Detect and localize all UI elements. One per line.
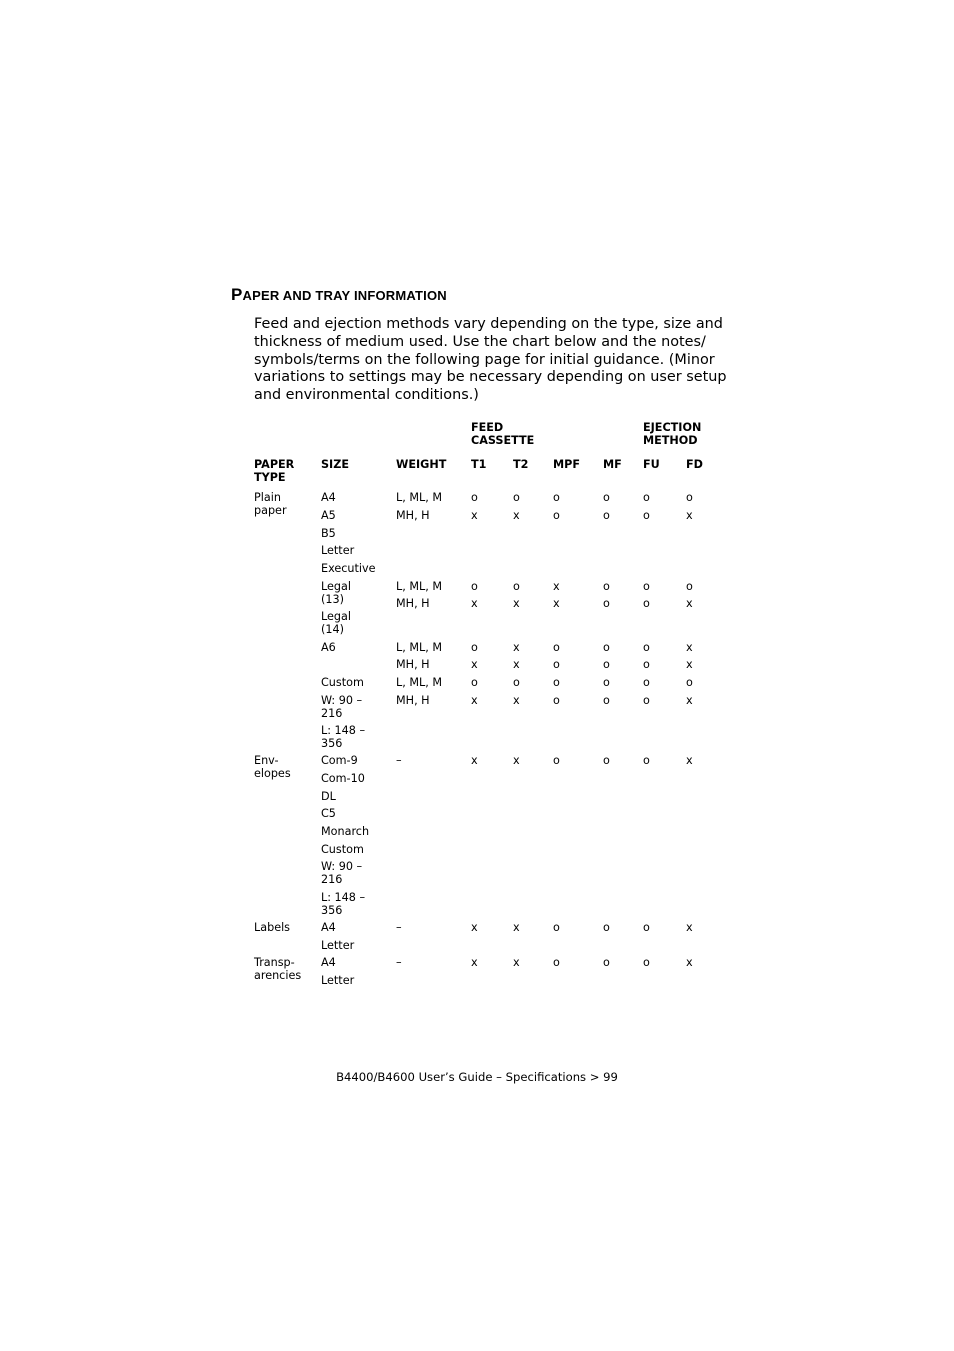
group-header-line: CASSETTE [471,433,535,447]
table-cell-line: o [603,694,610,707]
table-cell [321,545,354,558]
table-cell-line: Letter [321,939,355,952]
table-cell-line: x [513,641,520,654]
table-cell [513,957,520,970]
table-cell [396,957,402,970]
table-cell-line: arencies [254,968,302,982]
table-cell [321,808,336,821]
column-header [603,459,622,472]
table-cell [471,642,478,655]
table-cell [603,677,610,690]
table-cell [321,611,351,637]
table-cell [553,659,560,672]
table-cell [321,510,336,523]
table-cell [321,725,365,751]
table-cell-line: B5 [321,527,336,540]
table-cell [603,492,610,505]
table-cell-line: o [553,921,560,934]
table-cell-line: x [686,597,693,610]
table-cell-line: elopes [254,766,291,780]
table-cell-line: L: 148 – [321,891,366,904]
table-cell [471,510,478,523]
table-cell [396,510,430,523]
table-cell-line: o [553,491,560,504]
column-header-line: MPF [553,458,580,471]
column-header-line: MF [603,458,622,471]
table-cell [553,677,560,690]
intro-paragraph: Feed and ejection methods vary depending on the type, size and thickness of medium used. Use the chart below and the notes/ symbols/terms on the following page for initial guidance. (Minor variations to settings may be necessary depending on user setup and environmental conditions.) [254,316,727,404]
table-cell-line: o [553,676,560,689]
table-cell [643,695,650,708]
table-cell-line: o [603,597,610,610]
table-cell-line: o [686,491,693,504]
table-cell-line: o [513,491,520,504]
column-header-line: PAPER [254,458,295,471]
column-header [254,459,294,485]
column-header-line: SIZE [321,458,349,471]
table-cell-line: o [603,658,610,671]
table-cell-line: o [643,641,650,654]
table-cell [321,563,375,576]
table-cell-line: (14) [321,622,344,636]
column-header [553,459,580,472]
table-cell [643,598,650,611]
table-cell-line: A4 [321,921,336,934]
column-header [513,459,528,472]
column-header [396,459,446,472]
table-cell [643,957,650,970]
table-cell-line: x [513,597,520,610]
table-cell-line: 356 [321,736,343,750]
table-cell [603,581,610,594]
table-cell [553,492,560,505]
table-cell-line: MH, H [396,694,430,707]
table-cell [686,677,693,690]
column-header-line: FD [686,458,703,471]
table-cell-line: Monarch [321,825,370,838]
table-cell-line: x [471,509,478,522]
table-cell [321,677,364,690]
table-cell-line: o [471,580,478,593]
table-cell-line: o [603,509,610,522]
table-cell [686,598,693,611]
table-cell [396,598,430,611]
table-cell-line: – [396,956,402,969]
table-cell [396,677,442,690]
table-cell [553,581,560,594]
table-cell-line: o [553,658,560,671]
table-cell-line: x [513,694,520,707]
table-cell [254,922,290,935]
table-cell-line: L, ML, M [396,580,442,593]
table-cell [643,677,650,690]
table-cell [254,492,287,518]
table-cell-line: o [686,580,693,593]
table-cell-line: x [471,694,478,707]
table-cell [513,642,520,655]
table-cell [321,861,362,887]
table-cell [321,642,336,655]
table-cell-line: Letter [321,544,355,557]
table-cell-line: paper [254,503,287,517]
table-cell-line: o [603,580,610,593]
table-cell-line: Custom [321,843,364,856]
table-cell [396,581,442,594]
table-cell [643,581,650,594]
table-cell [321,844,364,857]
group-header-line: EJECTION [643,421,702,434]
table-cell-line: o [553,956,560,969]
table-cell-line: – [396,754,402,767]
table-cell [553,642,560,655]
table-cell-line: MH, H [396,509,430,522]
table-cell-line: Legal [321,580,351,593]
page-footer: B4400/B4600 User’s Guide – Specifications > 99 [336,1070,618,1084]
column-header-line: FU [643,458,660,471]
table-cell-line: W: 90 – [321,694,363,707]
table-cell [603,755,610,768]
table-cell [513,659,520,672]
table-cell-line: L, ML, M [396,491,442,504]
table-cell-line: Env- [254,754,279,767]
table-cell [471,492,478,505]
table-cell [686,755,693,768]
table-cell-line: DL [321,790,336,803]
table-cell [686,922,693,935]
table-cell [553,957,560,970]
table-cell [513,695,520,708]
table-cell-line: Labels [254,921,291,934]
table-cell [321,492,336,505]
table-cell-line: o [643,694,650,707]
table-cell-line: A5 [321,509,336,522]
table-cell [686,695,693,708]
table-cell [321,892,365,918]
table-cell [321,826,369,839]
table-cell-line: x [686,509,693,522]
table-cell-line: Com-10 [321,772,365,785]
table-cell-line: o [603,956,610,969]
table-cell-line: o [603,641,610,654]
table-cell-line: o [471,491,478,504]
table-cell-line: x [553,597,560,610]
section-heading-initial: P [231,285,243,304]
table-cell-line: x [686,641,693,654]
table-cell [686,510,693,523]
table-cell [471,659,478,672]
table-cell [396,755,402,768]
table-cell-line: A4 [321,491,336,504]
table-cell [553,922,560,935]
table-cell [553,598,560,611]
table-cell [643,755,650,768]
table-cell-line: W: 90 – [321,860,363,873]
group-header [643,422,701,448]
table-cell-line: x [686,956,693,969]
group-header [471,422,534,448]
table-cell-line: o [643,580,650,593]
table-cell [471,598,478,611]
table-cell-line: L, ML, M [396,676,442,689]
table-cell-line: o [553,641,560,654]
table-cell-line: x [513,754,520,767]
column-header [321,459,349,472]
group-header-line: FEED [471,421,504,434]
table-cell [513,492,520,505]
table-cell-line: x [513,921,520,934]
table-cell-line: o [643,658,650,671]
table-cell-line: x [513,658,520,671]
table-cell-line: L: 148 – [321,724,366,737]
table-cell [471,922,478,935]
table-cell-line: o [643,597,650,610]
table-cell [471,677,478,690]
table-cell [686,492,693,505]
table-cell-line: o [643,754,650,767]
table-cell [686,581,693,594]
table-cell-line: x [471,597,478,610]
column-header-line: T1 [471,458,487,471]
table-cell [471,755,478,768]
table-cell [603,695,610,708]
table-cell [321,922,336,935]
table-cell [553,755,560,768]
table-cell-line: o [471,676,478,689]
table-cell-line: o [603,921,610,934]
table-cell-line: A6 [321,641,336,654]
table-cell [643,922,650,935]
table-cell [603,957,610,970]
table-cell [471,581,478,594]
table-cell [254,957,301,983]
column-header [643,459,660,472]
table-cell [321,695,362,721]
table-cell-line: x [471,921,478,934]
table-cell [513,677,520,690]
table-cell-line: x [471,658,478,671]
table-cell-line: x [471,754,478,767]
table-cell [603,510,610,523]
table-cell [643,659,650,672]
table-cell [603,659,610,672]
table-cell-line: Letter [321,974,355,987]
table-cell-line: Custom [321,676,364,689]
table-cell-line: o [553,509,560,522]
group-header-line: METHOD [643,433,698,447]
table-cell-line: o [603,491,610,504]
table-cell [321,791,336,804]
table-cell-line: o [513,580,520,593]
table-cell-line: o [643,509,650,522]
table-cell-line: x [513,509,520,522]
table-cell [603,598,610,611]
table-cell [686,957,693,970]
table-cell [513,581,520,594]
table-cell-line: – [396,921,402,934]
table-cell-line: o [643,491,650,504]
table-cell-line: Transp- [254,956,295,969]
table-cell-line: Com-9 [321,754,358,767]
table-cell-line: Legal [321,610,351,623]
table-cell [396,642,442,655]
table-cell-line: o [686,676,693,689]
column-header [686,459,703,472]
table-cell-line: L, ML, M [396,641,442,654]
table-cell-line: C5 [321,807,336,820]
table-cell-line: x [686,658,693,671]
table-cell-line: x [553,580,560,593]
table-cell [513,922,520,935]
section-heading-rest: APER AND TRAY INFORMATION [242,288,447,303]
table-cell-line: o [643,956,650,969]
table-cell-line: o [553,694,560,707]
table-cell-line: x [686,694,693,707]
table-cell-line: Plain [254,491,281,504]
table-cell-line: A4 [321,956,336,969]
table-cell-line: 356 [321,903,343,917]
table-cell-line: o [513,676,520,689]
table-cell [321,940,354,953]
table-cell [513,598,520,611]
table-cell [396,695,430,708]
table-cell [643,642,650,655]
section-heading [231,285,447,305]
table-cell-line: MH, H [396,658,430,671]
table-cell [471,957,478,970]
table-cell-line: x [686,754,693,767]
table-cell [396,922,402,935]
table-cell-line: MH, H [396,597,430,610]
table-cell [686,659,693,672]
table-cell [513,755,520,768]
table-cell [643,492,650,505]
column-header [471,459,486,472]
column-header-line: T2 [513,458,529,471]
table-cell-line: o [603,754,610,767]
table-cell-line: x [471,956,478,969]
table-cell [553,510,560,523]
table-cell [321,755,358,768]
table-cell [513,510,520,523]
table-cell [603,922,610,935]
table-cell [321,773,365,786]
table-cell-line: o [553,754,560,767]
column-header-line: WEIGHT [396,458,447,471]
table-cell [396,492,442,505]
table-cell-line: x [513,956,520,969]
table-cell [254,755,291,781]
table-cell [321,528,336,541]
table-cell [471,695,478,708]
table-cell-line: x [686,921,693,934]
table-cell-line: 216 [321,706,343,720]
table-cell [553,695,560,708]
table-cell [321,581,351,607]
table-cell-line: o [643,921,650,934]
table-cell [396,659,430,672]
table-cell [643,510,650,523]
table-cell-line: 216 [321,872,343,886]
table-cell-line: o [471,641,478,654]
table-cell [321,957,336,970]
table-cell [686,642,693,655]
table-cell [603,642,610,655]
table-cell [321,975,354,988]
table-cell-line: o [643,676,650,689]
table-cell-line: o [603,676,610,689]
table-cell-line: (13) [321,592,344,606]
table-cell-line: Executive [321,562,376,575]
column-header-line: TYPE [254,470,286,484]
